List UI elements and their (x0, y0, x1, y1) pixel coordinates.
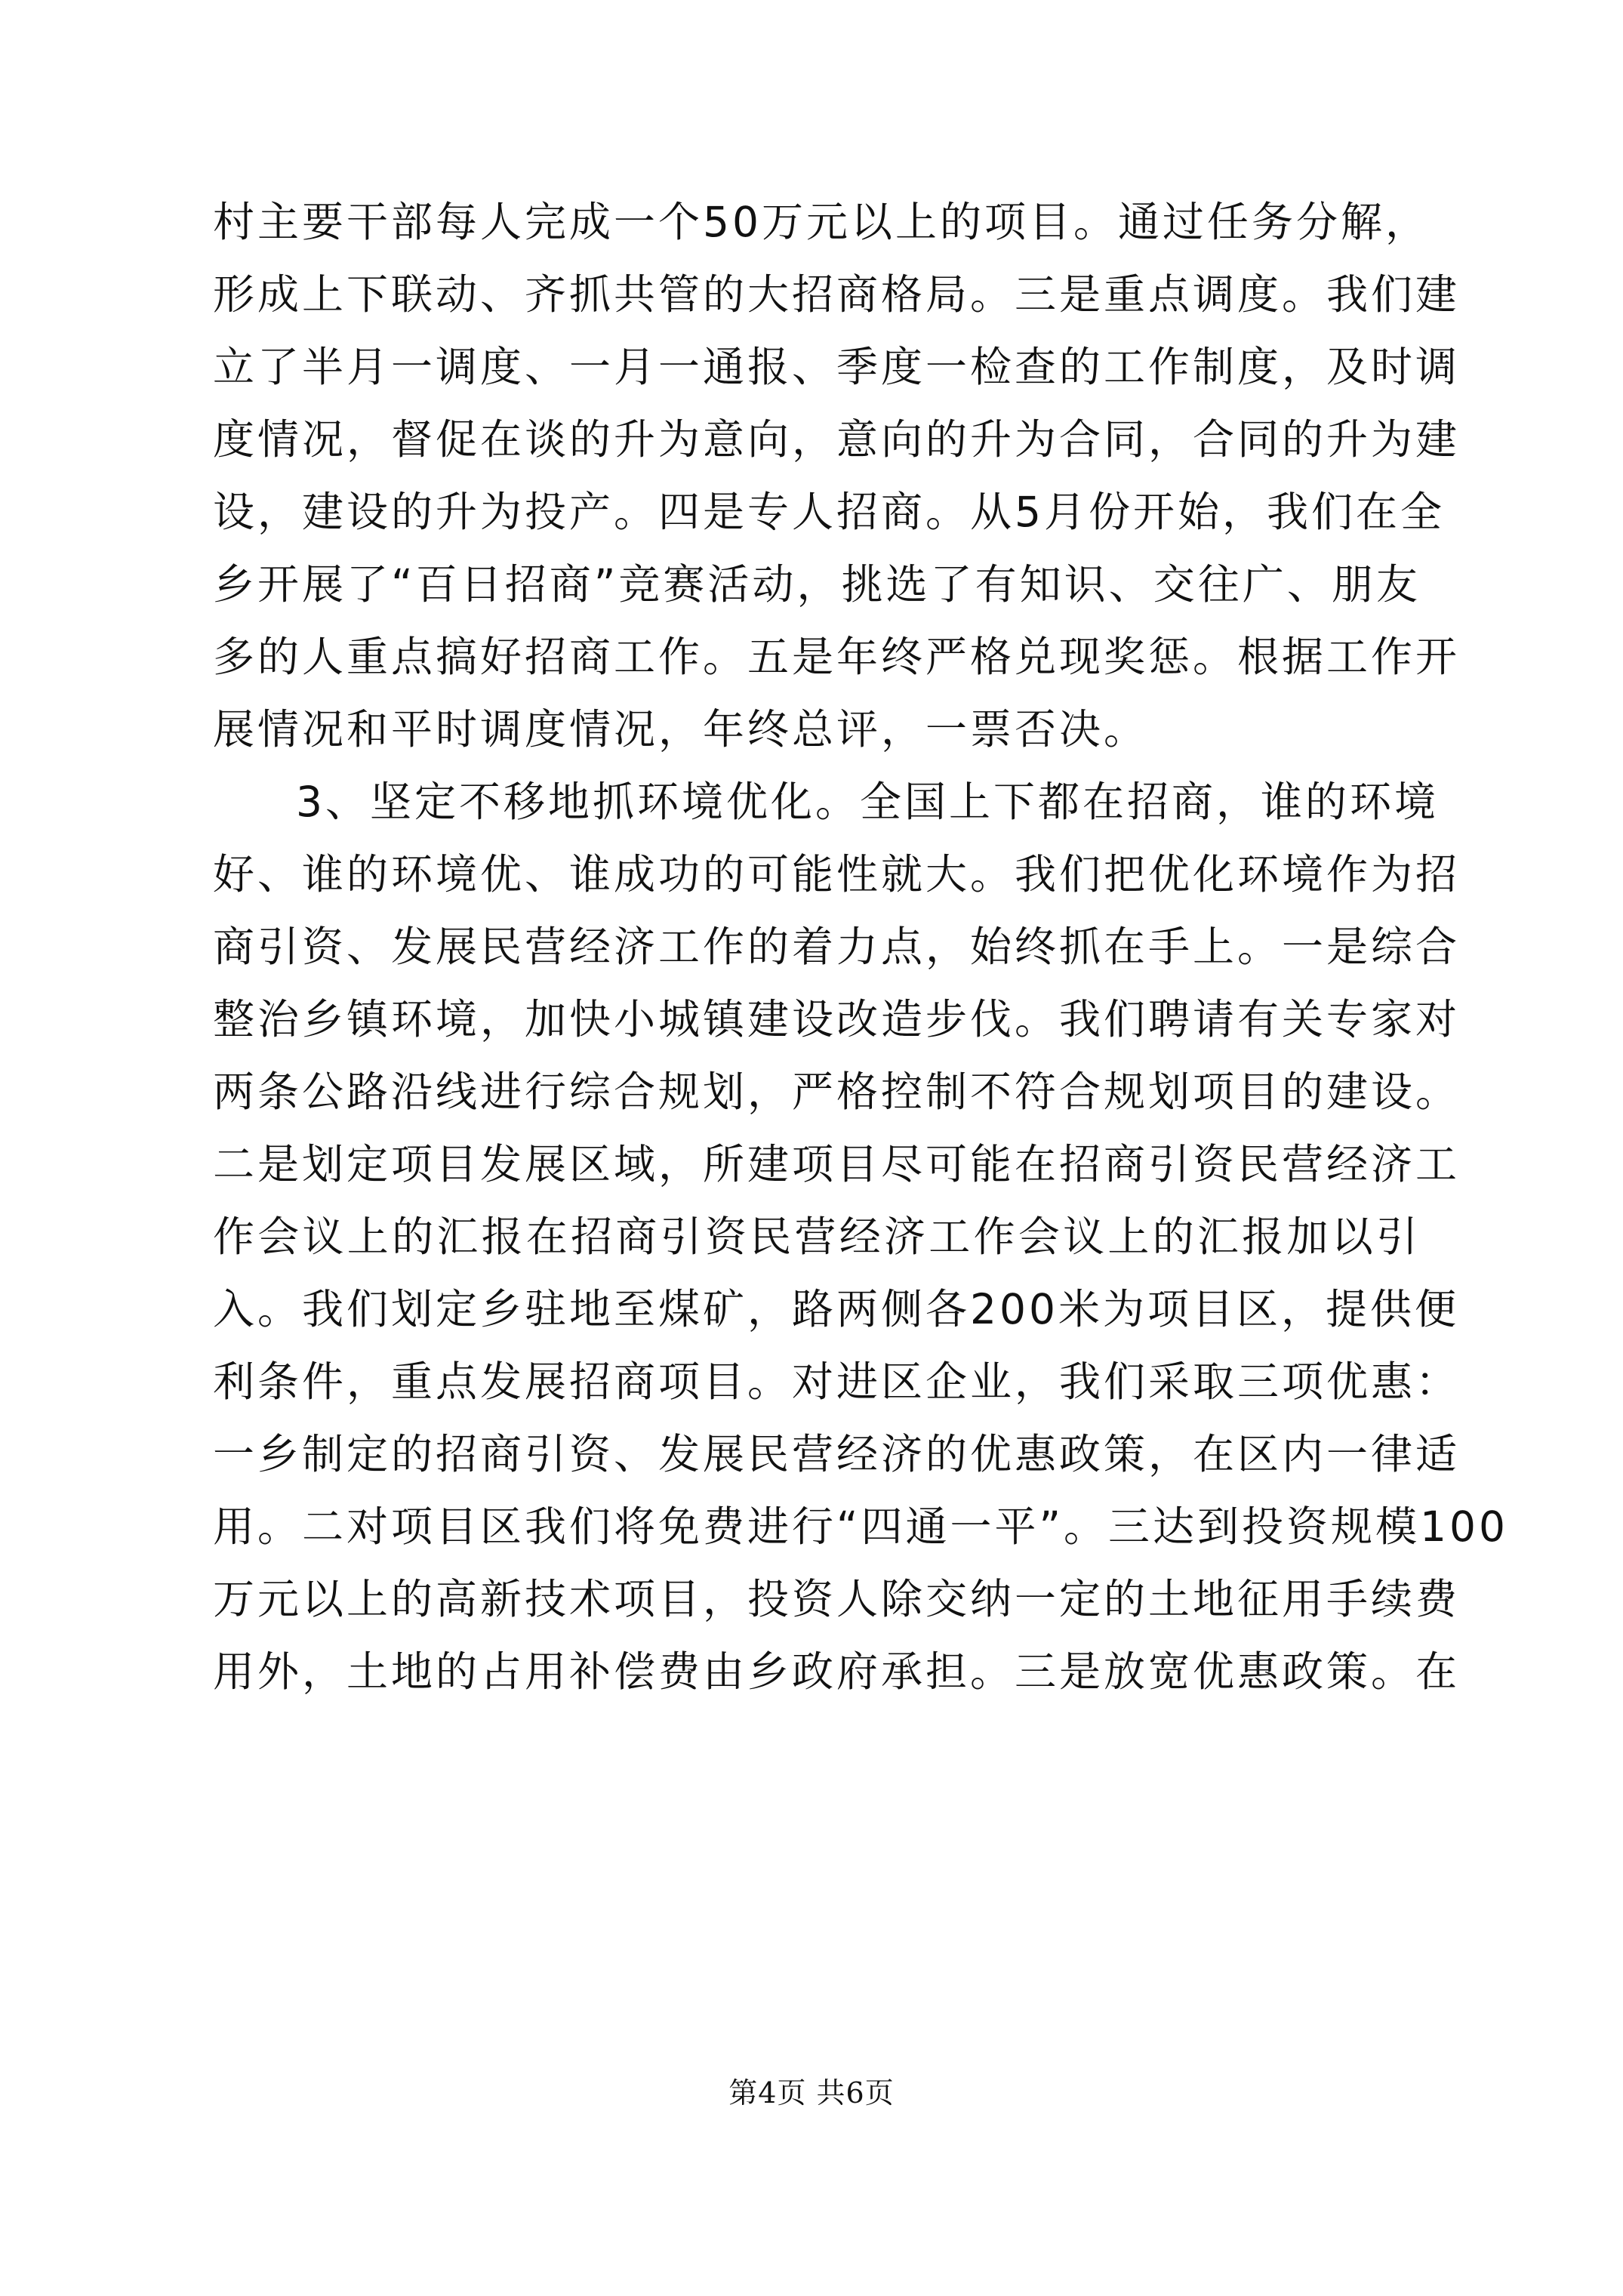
page-footer: 第4页 共6页 (728, 2076, 895, 2110)
text-line: 利条件，重点发展招商项目。对进区企业，我们采取三项优惠： (213, 1358, 1461, 1406)
text-line: 多的人重点搞好招商工作。五是年终严格兑现奖惩。根据工作开 (213, 633, 1461, 681)
text-line: 万元以上的高新技术项目，投资人除交纳一定的土地征用手续费 (213, 1575, 1461, 1623)
text-line: 村主要干部每人完成一个50万元以上的项目。通过任务分解， (213, 198, 1430, 246)
text-line: 用外，土地的占用补偿费由乡政府承担。三是放宽优惠政策。在 (213, 1647, 1461, 1696)
text-line: 乡开展了“百日招商”竞赛活动，挑选了有知识、交往广、朋友 (213, 560, 1421, 609)
text-line: 二是划定项目发展区域，所建项目尽可能在招商引资民营经济工 (213, 1140, 1461, 1188)
text-line: 度情况，督促在谈的升为意向，意向的升为合同，合同的升为建 (213, 415, 1461, 464)
text-line: 入。我们划定乡驻地至煤矿，路两侧各200米为项目区，提供便 (213, 1285, 1459, 1333)
text-line: 好、谁的环境优、谁成功的可能性就大。我们把优化环境作为招 (213, 850, 1461, 898)
text-line: 形成上下联动、齐抓共管的大招商格局。三是重点调度。我们建 (213, 270, 1461, 319)
text-line: 立了半月一调度、一月一通报、季度一检查的工作制度，及时调 (213, 343, 1461, 391)
text-line: 用。二对项目区我们将免费进行“四通一平”。三达到投资规模100 (213, 1502, 1508, 1551)
text-line: 商引资、发展民营经济工作的着力点，始终抓在手上。一是综合 (213, 923, 1461, 971)
text-line: 两条公路沿线进行综合规划，严格控制不符合规划项目的建设。 (213, 1068, 1461, 1116)
text-line: 作会议上的汇报在招商引资民营经济工作会议上的汇报加以引 (213, 1213, 1421, 1261)
paragraph-first-line: 3、坚定不移地抓环境优化。全国上下都在招商，谁的环境 (296, 778, 1439, 826)
text-line: 展情况和平时调度情况，年终总评，一票否决。 (213, 705, 1149, 754)
text-line: 整治乡镇环境，加快小城镇建设改造步伐。我们聘请有关专家对 (213, 995, 1461, 1043)
text-line: 设，建设的升为投产。四是专人招商。从5月份开始，我们在全 (213, 488, 1445, 536)
text-line: 一乡制定的招商引资、发展民营经济的优惠政策，在区内一律适 (213, 1430, 1461, 1478)
